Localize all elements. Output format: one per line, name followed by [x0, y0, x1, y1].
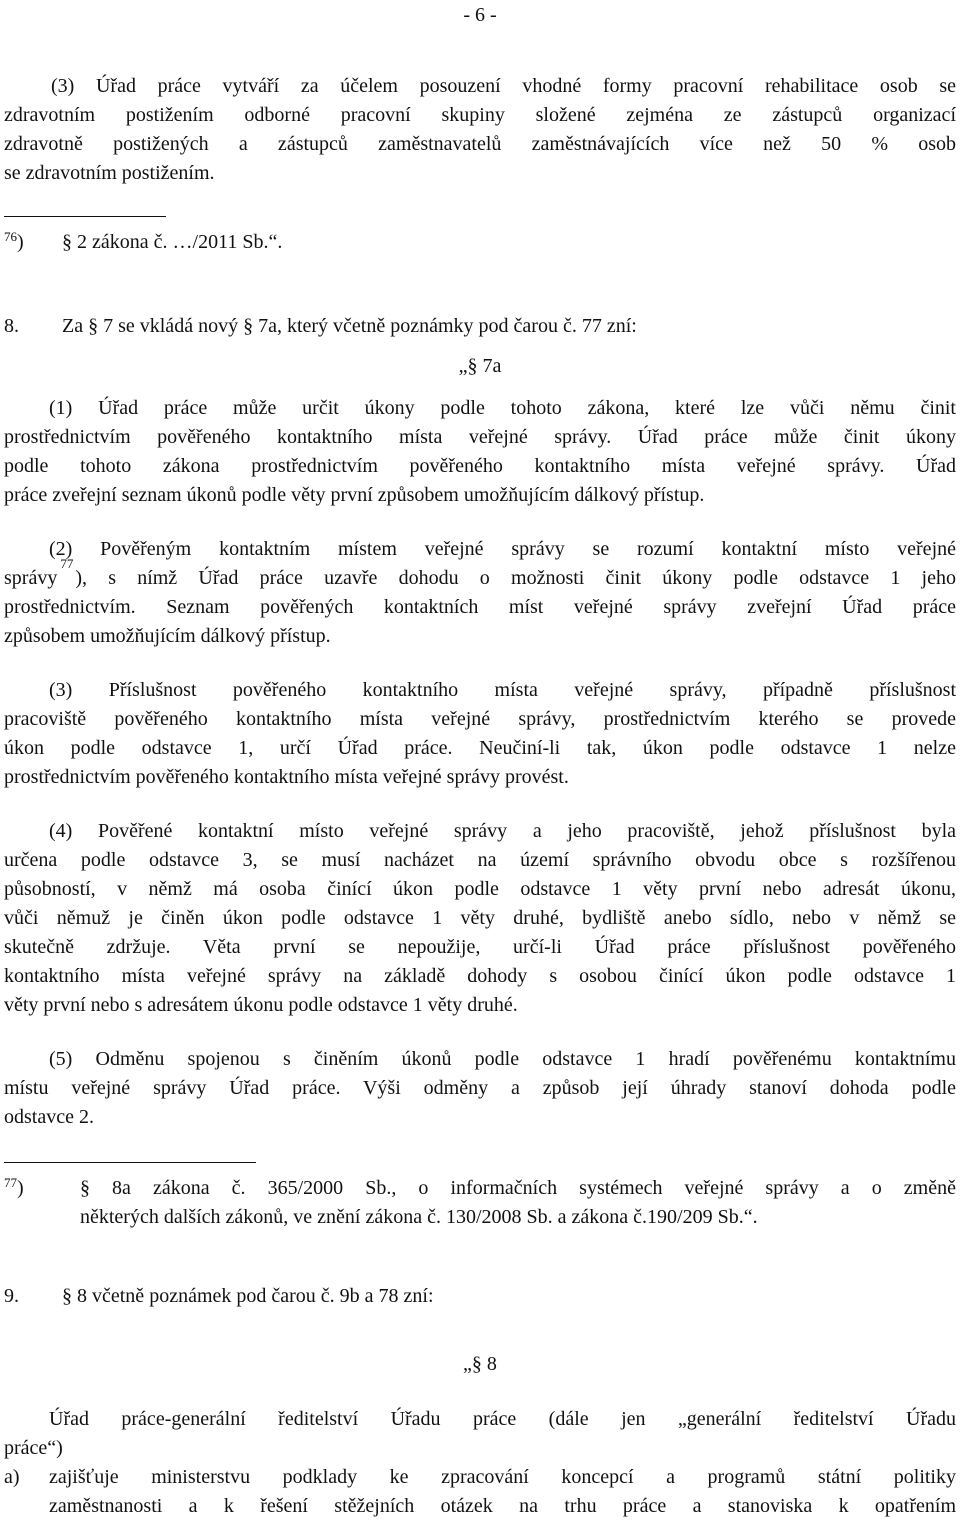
- text-line: místu veřejné správy Úřad práce. Výši odměny a způsob její úhrady stanoví dohoda podle: [4, 1077, 956, 1099]
- text-line: podle tohoto zákona prostřednictvím pověřeného kontaktního místa veřejné správy. Úřad: [4, 455, 956, 477]
- footnote-separator: [4, 216, 166, 217]
- text-line: kontaktního místa veřejné správy na základě dohody s osobou činící úkon podle odstavce 1: [4, 965, 956, 987]
- amendment-point-8: [4, 312, 637, 340]
- point-number: 8.: [4, 315, 19, 337]
- text-line: se zdravotním postižením.: [4, 162, 215, 184]
- footnote-separator: [4, 1162, 256, 1163]
- section-heading-8: „§ 8: [463, 1353, 497, 1375]
- text-line: práce zveřejní seznam úkonů podle věty první způsobem umožňujícím dálkový přístup.: [4, 484, 705, 506]
- list-item-label: a): [4, 1466, 20, 1488]
- footnote-76: [4, 228, 283, 256]
- footnote-text-line: některých dalších zákonů, ve znění zákona č. 130/2008 Sb. a zákona č.190/209 Sb.“.: [80, 1206, 758, 1228]
- footnote-text: § 2 zákona č. …/2011 Sb.“.: [62, 231, 283, 253]
- text-line: zdravotně postižených a zástupců zaměstnavatelů zaměstnávajících více než 50 % osob: [4, 133, 956, 155]
- text-line: působností, v němž má osoba činící úkon podle odstavce 1 věty první nebo adresát úkonu,: [4, 878, 956, 900]
- text-line: skutečně zdržuje. Věta první se nepoužije, určí-li Úřad práce příslušnost pověřeného: [4, 936, 956, 958]
- text-line: práce“): [4, 1437, 63, 1459]
- text-line: prostřednictvím pověřeného kontaktního místa veřejné správy. Úřad práce může činit úkony: [4, 426, 956, 448]
- footnote-paren: ): [17, 231, 24, 253]
- amendment-point-9: [4, 1282, 434, 1310]
- text-line: vůči němuž je činěn úkon podle odstavce 1 věty druhé, bydliště anebo sídlo, nebo v němž se: [4, 907, 956, 929]
- point-text: § 8 včetně poznámek pod čarou č. 9b a 78 zní:: [62, 1285, 434, 1307]
- text-line: [4, 556, 956, 592]
- text-line: zdravotním postižením odborné pracovní skupiny složené zejména ze zástupců organizací: [4, 104, 956, 126]
- text-span: ), s nímž Úřad práce uzavře dohodu o možnosti činit úkony podle odstavce 1 jeho: [75, 567, 956, 589]
- text-line: prostřednictvím pověřeného kontaktního místa veřejné správy provést.: [4, 766, 569, 788]
- text-line: úkon podle odstavce 1, určí Úřad práce. Neučiní-li tak, úkon podle odstavce 1 nelze: [4, 737, 956, 759]
- text-line: (3) Příslušnost pověřeného kontaktního místa veřejné správy, případně příslušnost: [49, 679, 956, 701]
- text-line: (1) Úřad práce může určit úkony podle tohoto zákona, které lze vůči němu činit: [49, 397, 956, 419]
- page-number: - 6 -: [463, 4, 497, 26]
- text-line: zaměstnanosti a k řešení stěžejních otázek na trhu práce a stanoviska k opatřením: [49, 1495, 956, 1517]
- section-heading-7a: „§ 7a: [458, 355, 502, 377]
- text-span: správy: [4, 567, 58, 589]
- text-line: (4) Pověřené kontaktní místo veřejné správy a jeho pracoviště, jehož příslušnost byla: [49, 820, 956, 842]
- text-line: pracoviště pověřeného kontaktního místa veřejné správy, prostřednictvím kterého se provede: [4, 708, 956, 730]
- text-line: zajišťuje ministerstvu podklady ke zpracování koncepcí a programů státní politiky: [49, 1466, 956, 1488]
- text-line: odstavce 2.: [4, 1106, 94, 1128]
- text-line: určena podle odstavce 3, se musí nacházet na území správního obvodu obce s rozšířenou: [4, 849, 956, 871]
- footnote-mark: 76: [4, 229, 17, 244]
- footnote-text-line: § 8a zákona č. 365/2000 Sb., o informačních systémech veřejné správy a o změně: [80, 1177, 956, 1199]
- text-line: způsobem umožňujícím dálkový přístup.: [4, 625, 331, 647]
- footnote-mark: 77: [4, 1175, 17, 1190]
- footnote-ref-77: 77: [60, 556, 74, 571]
- text-line: (3) Úřad práce vytváří za účelem posouzení vhodné formy pracovní rehabilitace osob se: [51, 75, 956, 97]
- text-line: věty první nebo s adresátem úkonu podle odstavce 1 věty druhé.: [4, 994, 518, 1016]
- footnote-paren: ): [17, 1177, 24, 1199]
- text-line: prostřednictvím. Seznam pověřených kontaktních míst veřejné správy zveřejní Úřad práce: [4, 596, 956, 618]
- text-line: (5) Odměnu spojenou s činěním úkonů podle odstavce 1 hradí pověřenému kontaktnímu: [49, 1048, 956, 1070]
- point-text: Za § 7 se vkládá nový § 7a, který včetně poznámky pod čarou č. 77 zní:: [62, 315, 637, 337]
- text-line: Úřad práce-generální ředitelství Úřadu práce (dále jen „generální ředitelství Úřadu: [49, 1408, 956, 1430]
- point-number: 9.: [4, 1285, 19, 1307]
- text-line: (2) Pověřeným kontaktním místem veřejné správy se rozumí kontaktní místo veřejné: [49, 538, 956, 560]
